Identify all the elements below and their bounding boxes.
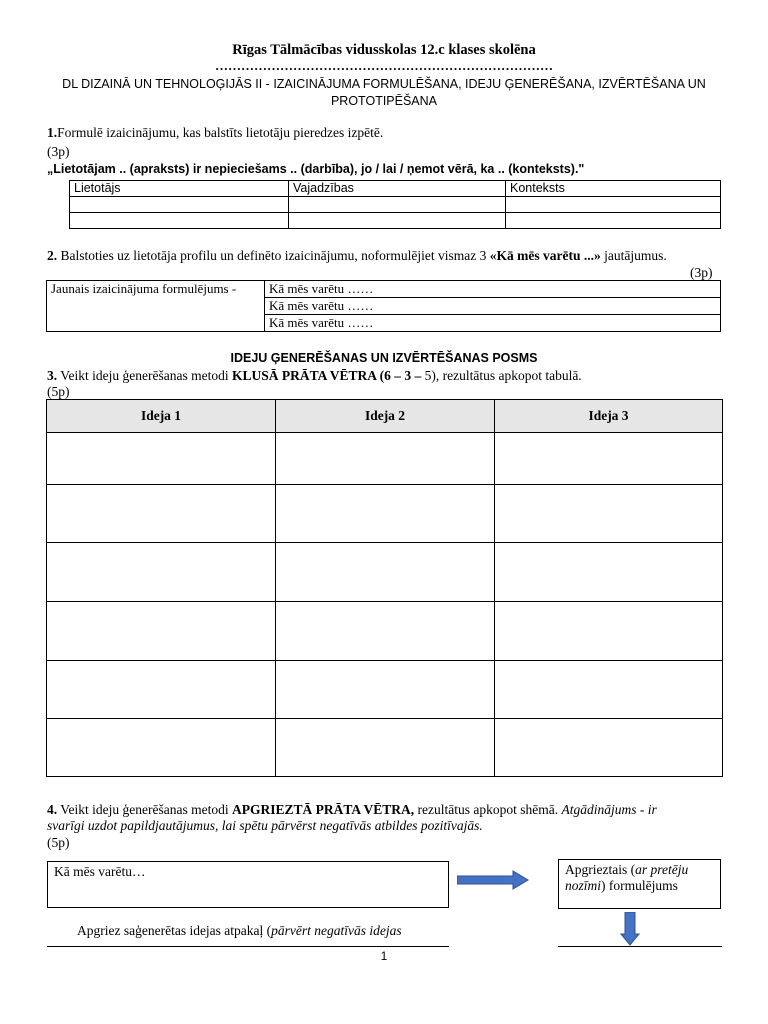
q2-prompt [47, 248, 727, 264]
q3-cell[interactable] [47, 485, 276, 543]
q3-cell[interactable] [495, 661, 723, 719]
q3-cell[interactable] [495, 602, 723, 661]
q4-box-right-text-2: ) formulējums [601, 878, 678, 893]
table-row [47, 485, 723, 543]
q4-box-reversed[interactable] [558, 859, 721, 909]
q3-col-idea-1: Ideja 1 [47, 400, 276, 433]
q2-text-bold: «Kā mēs varētu ...» [489, 248, 601, 263]
q3-cell[interactable] [276, 602, 495, 661]
q3-prompt [47, 368, 582, 384]
q1-col-needs: Vajadzības [289, 181, 506, 197]
q4-box-how-might-we[interactable] [47, 861, 449, 908]
q4-bottom-instruction [77, 923, 402, 939]
q1-col-context: Konteksts [506, 181, 721, 197]
document-title: Rīgas Tālmācības vidusskolas 12.c klases skolēna [232, 42, 536, 58]
q3-col-idea-3: Ideja 3 [495, 400, 723, 433]
table-row [70, 197, 721, 213]
q4-note-line-2: svarīgi uzdot papildjautājumus, lai spētu pārvērst negatīvās atbildes pozitīvajās. [47, 818, 483, 833]
q3-cell[interactable] [47, 602, 276, 661]
q4-text-after: rezultātus apkopot shēmā. [414, 802, 562, 817]
q1-cell[interactable] [289, 197, 506, 213]
q3-cell[interactable] [495, 543, 723, 602]
q1-prompt [47, 125, 383, 141]
q1-points: (3p) [47, 144, 70, 159]
subtitle-line-2: PROTOTIPĒŠANA [330, 94, 438, 108]
q3-cell[interactable] [47, 433, 276, 485]
arrow-down-icon [620, 912, 640, 946]
q3-text-bold: KLUSĀ PRĀTA VĒTRA (6 – 3 – [231, 368, 422, 383]
q3-number: 3. [47, 368, 58, 383]
divider-left [47, 946, 449, 947]
q4-note-line-1: Atgādinājums - ir [561, 802, 657, 817]
q3-text-before: Veikt ideju ģenerēšanas metodi [57, 368, 232, 383]
q3-cell[interactable] [495, 485, 723, 543]
q3-cell[interactable] [276, 543, 495, 602]
q4-prompt [47, 801, 727, 818]
q3-cell[interactable] [276, 719, 495, 777]
q3-cell[interactable] [47, 661, 276, 719]
table-row [47, 433, 723, 485]
q3-cell[interactable] [276, 485, 495, 543]
q4-box-right-italic: ar pretēju nozīmi [565, 862, 689, 893]
q1-cell[interactable] [70, 197, 289, 213]
q2-points: (3p) [690, 265, 713, 280]
student-name-dots: …………………………………………………………………… [215, 58, 553, 73]
q1-cell[interactable] [506, 213, 721, 229]
q3-cell[interactable] [276, 661, 495, 719]
page-number: 1 [380, 949, 388, 963]
q1-number: 1. [47, 125, 58, 140]
q3-cell[interactable] [276, 433, 495, 485]
table-row [47, 661, 723, 719]
q2-table [46, 280, 721, 332]
table-row [47, 719, 723, 777]
q3-cell[interactable] [495, 719, 723, 777]
q1-col-user: Lietotājs [70, 181, 289, 197]
q1-text: Formulē izaicinājumu, kas balstīts lietotāju pieredzes izpētē. [57, 125, 384, 140]
q4-number: 4. [47, 802, 58, 817]
divider-right [558, 946, 722, 947]
table-row [47, 543, 723, 602]
q2-text-after: jautājumus. [600, 248, 667, 263]
q4-text-bold: APGRIEZTĀ PRĀTA VĒTRA, [231, 802, 415, 817]
q2-row-1[interactable]: Kā mēs varētu …… [265, 281, 721, 298]
q2-text-before: Balstoties uz lietotāja profilu un definēto izaicinājumu, noformulējiet vismaz 3 [57, 248, 490, 263]
q3-points: (5p) [47, 384, 70, 399]
q2-row-3[interactable]: Kā mēs varētu …… [265, 315, 721, 332]
q2-number: 2. [47, 248, 58, 263]
q4-points: (5p) [47, 835, 70, 850]
table-row [70, 213, 721, 229]
q4-bottom-italic: pārvērt negatīvās idejas [271, 923, 402, 938]
table-row [47, 602, 723, 661]
q4-box-right-text-1: Apgrieztais ( [565, 862, 636, 877]
q3-cell[interactable] [47, 543, 276, 602]
q4-bottom-text-1: Apgriez saģenerētas idejas atpakaļ ( [77, 923, 272, 938]
q3-col-idea-2: Ideja 2 [276, 400, 495, 433]
q4-box-left-text: Kā mēs varētu… [54, 864, 146, 879]
q3-cell[interactable] [47, 719, 276, 777]
arrow-right-icon [457, 870, 529, 890]
q1-table [69, 180, 721, 229]
q2-label: Jaunais izaicinājuma formulējums - [47, 281, 265, 332]
q1-template: „Lietotājam .. (apraksts) ir nepieciešams .. (darbība), jo / lai / ņemot vērā, ka .. (konteksts)." [47, 162, 585, 176]
q3-cell[interactable] [495, 433, 723, 485]
q1-cell[interactable] [70, 213, 289, 229]
section-title: IDEJU ĢENERĒŠANAS UN IZVĒRTĒŠANAS POSMS [230, 351, 538, 365]
q3-text-after: 5), rezultātus apkopot tabulā. [421, 368, 582, 383]
q2-row-2[interactable]: Kā mēs varētu …… [265, 298, 721, 315]
q1-cell[interactable] [289, 213, 506, 229]
q1-cell[interactable] [506, 197, 721, 213]
q4-text-before: Veikt ideju ģenerēšanas metodi [57, 802, 232, 817]
q3-table [46, 399, 723, 777]
subtitle-line-1: DL DIZAINĀ UN TEHNOLOĢIJĀS II - IZAICINĀJUMA FORMULĒŠANA, IDEJU ĢENERĒŠANA, IZVĒRTĒŠANA UN [62, 77, 706, 91]
